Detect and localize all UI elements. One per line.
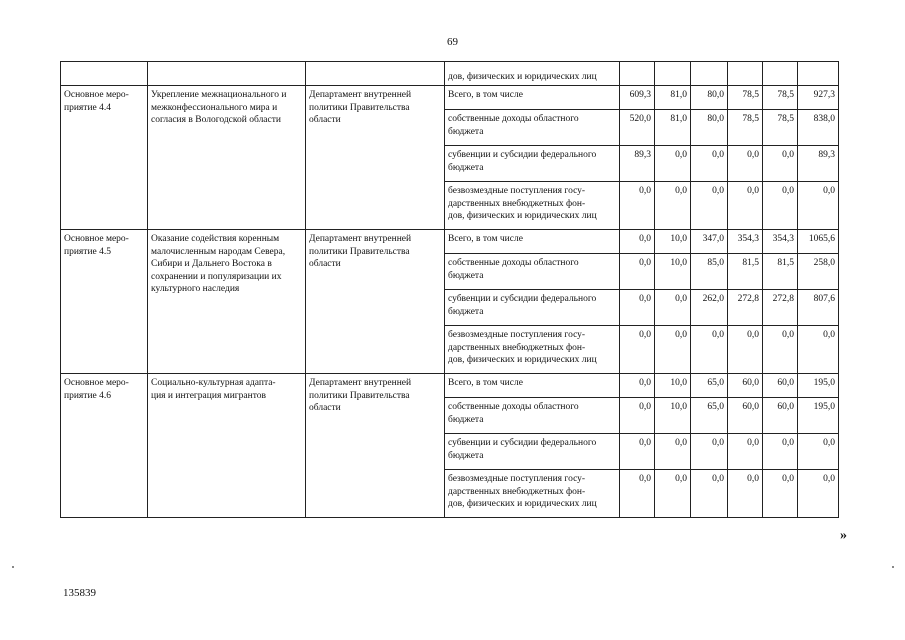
value-cell: 80,0 — [691, 110, 728, 146]
value-cell: 0,0 — [620, 182, 655, 230]
executor-cell — [306, 62, 445, 86]
status-cell: Основное меро- приятие 4.4 — [61, 86, 148, 230]
source-cell: собственные доходы областного бюджета — [445, 398, 620, 434]
value-cell — [655, 62, 691, 86]
status-cell — [61, 62, 148, 86]
value-cell: 0,0 — [763, 182, 798, 230]
value-cell: 195,0 — [798, 374, 839, 398]
value-cell: 0,0 — [691, 326, 728, 374]
executor-cell: Департамент внутренней политики Правительства области — [306, 374, 445, 518]
value-cell: 0,0 — [763, 434, 798, 470]
source-cell: субвенции и субсидии федерального бюджета — [445, 290, 620, 326]
value-cell: 0,0 — [620, 290, 655, 326]
value-cell: 0,0 — [691, 146, 728, 182]
scan-dot-left — [12, 566, 14, 568]
value-cell: 807,6 — [798, 290, 839, 326]
value-cell: 0,0 — [655, 146, 691, 182]
source-cell: Всего, в том числе — [445, 86, 620, 110]
table-row — [61, 374, 839, 398]
value-cell: 81,5 — [763, 254, 798, 290]
value-cell: 0,0 — [691, 182, 728, 230]
value-cell: 65,0 — [691, 398, 728, 434]
source-cell: дов, физических и юридических лиц — [445, 62, 620, 86]
value-cell: 354,3 — [728, 230, 763, 254]
value-cell: 60,0 — [763, 398, 798, 434]
table-row — [61, 230, 839, 254]
executor-cell: Департамент внутренней политики Правительства области — [306, 230, 445, 374]
value-cell: 60,0 — [728, 398, 763, 434]
value-cell: 81,0 — [655, 110, 691, 146]
value-cell: 65,0 — [691, 374, 728, 398]
status-cell: Основное меро- приятие 4.6 — [61, 374, 148, 518]
value-cell: 0,0 — [655, 326, 691, 374]
value-cell: 0,0 — [798, 470, 839, 518]
source-cell: собственные доходы областного бюджета — [445, 110, 620, 146]
value-cell: 0,0 — [728, 146, 763, 182]
scan-dot-right — [892, 566, 894, 568]
value-cell: 81,5 — [728, 254, 763, 290]
value-cell: 347,0 — [691, 230, 728, 254]
value-cell: 85,0 — [691, 254, 728, 290]
value-cell: 78,5 — [763, 86, 798, 110]
executor-cell: Департамент внутренней политики Правительства области — [306, 86, 445, 230]
name-cell: Социально-культурная адапта- ция и интеграция мигрантов — [148, 374, 306, 518]
source-cell: субвенции и субсидии федерального бюджета — [445, 434, 620, 470]
value-cell: 80,0 — [691, 86, 728, 110]
value-cell: 0,0 — [655, 470, 691, 518]
value-cell: 0,0 — [620, 470, 655, 518]
value-cell: 1065,6 — [798, 230, 839, 254]
value-cell: 78,5 — [763, 110, 798, 146]
value-cell: 258,0 — [798, 254, 839, 290]
value-cell: 0,0 — [763, 146, 798, 182]
value-cell: 0,0 — [798, 182, 839, 230]
value-cell — [798, 62, 839, 86]
name-cell: Оказание содействия коренным малочисленным народам Севера, Сибири и Дальнего Востока в сохранении и популяризации их культурного наследия — [148, 230, 306, 374]
value-cell: 10,0 — [655, 254, 691, 290]
value-cell: 195,0 — [798, 398, 839, 434]
value-cell — [620, 62, 655, 86]
value-cell: 354,3 — [763, 230, 798, 254]
value-cell: 0,0 — [620, 374, 655, 398]
source-cell: безвозмездные поступления госу- дарственных внебюджетных фон- дов, физических и юридических лиц — [445, 182, 620, 230]
value-cell: 0,0 — [655, 290, 691, 326]
value-cell: 0,0 — [655, 182, 691, 230]
value-cell: 81,0 — [655, 86, 691, 110]
value-cell: 78,5 — [728, 110, 763, 146]
value-cell: 10,0 — [655, 398, 691, 434]
value-cell: 60,0 — [728, 374, 763, 398]
value-cell: 0,0 — [728, 182, 763, 230]
value-cell: 0,0 — [763, 326, 798, 374]
name-cell: Укрепление межнационального и межконфессионального мира и согласия в Вологодской области — [148, 86, 306, 230]
value-cell: 0,0 — [655, 434, 691, 470]
value-cell: 0,0 — [620, 326, 655, 374]
value-cell: 78,5 — [728, 86, 763, 110]
source-cell: субвенции и субсидии федерального бюджета — [445, 146, 620, 182]
source-cell: безвозмездные поступления госу- дарственных внебюджетных фон- дов, физических и юридических лиц — [445, 470, 620, 518]
value-cell — [763, 62, 798, 86]
source-cell: Всего, в том числе — [445, 374, 620, 398]
value-cell: 0,0 — [798, 434, 839, 470]
budget-table — [60, 61, 839, 518]
value-cell: 0,0 — [620, 230, 655, 254]
value-cell: 89,3 — [620, 146, 655, 182]
value-cell: 0,0 — [620, 398, 655, 434]
value-cell: 0,0 — [691, 470, 728, 518]
value-cell: 0,0 — [763, 470, 798, 518]
value-cell: 0,0 — [728, 470, 763, 518]
value-cell: 10,0 — [655, 374, 691, 398]
value-cell: 272,8 — [763, 290, 798, 326]
value-cell: 927,3 — [798, 86, 839, 110]
value-cell: 0,0 — [620, 254, 655, 290]
value-cell: 60,0 — [763, 374, 798, 398]
status-cell: Основное меро- приятие 4.5 — [61, 230, 148, 374]
name-cell — [148, 62, 306, 86]
document-code: 135839 — [63, 587, 96, 599]
page-number: 69 — [447, 36, 458, 48]
value-cell: 89,3 — [798, 146, 839, 182]
source-cell: собственные доходы областного бюджета — [445, 254, 620, 290]
value-cell: 262,0 — [691, 290, 728, 326]
table-row — [61, 62, 839, 86]
value-cell: 0,0 — [691, 434, 728, 470]
value-cell: 272,8 — [728, 290, 763, 326]
value-cell: 609,3 — [620, 86, 655, 110]
continuation-mark: » — [840, 528, 847, 543]
value-cell — [691, 62, 728, 86]
value-cell: 0,0 — [798, 326, 839, 374]
value-cell: 0,0 — [728, 326, 763, 374]
value-cell — [728, 62, 763, 86]
value-cell: 10,0 — [655, 230, 691, 254]
value-cell: 838,0 — [798, 110, 839, 146]
value-cell: 0,0 — [728, 434, 763, 470]
value-cell: 0,0 — [620, 434, 655, 470]
source-cell: Всего, в том числе — [445, 230, 620, 254]
table-row — [61, 86, 839, 110]
value-cell: 520,0 — [620, 110, 655, 146]
source-cell: безвозмездные поступления госу- дарственных внебюджетных фон- дов, физических и юридических лиц — [445, 326, 620, 374]
